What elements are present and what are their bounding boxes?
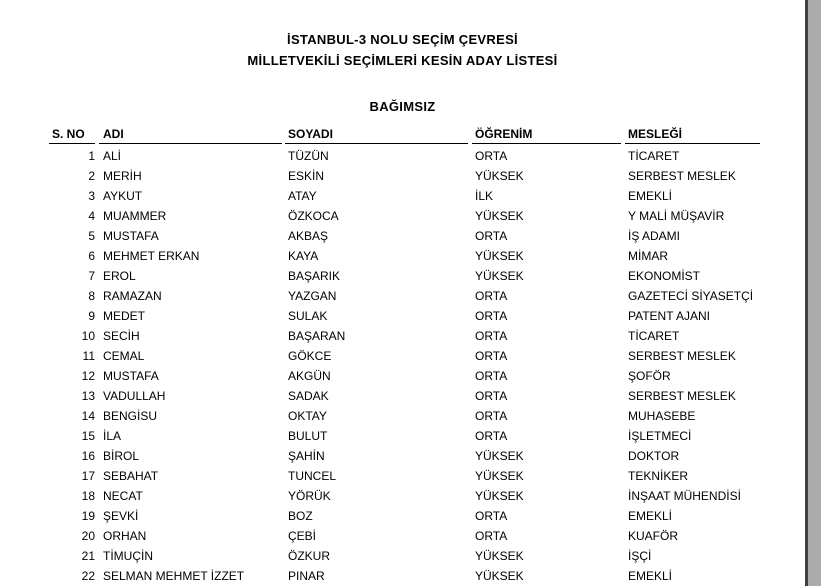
header-underline [285, 143, 468, 144]
education-cell: YÜKSEK [475, 269, 524, 283]
occupation-cell: İNŞAAT MÜHENDİSİ [628, 489, 741, 503]
occupation-cell: DOKTOR [628, 449, 680, 463]
education-cell: ORTA [475, 349, 508, 363]
column-header-soyadi: SOYADI [288, 127, 333, 141]
last-name-cell: OKTAY [288, 409, 327, 423]
education-cell: YÜKSEK [475, 569, 524, 583]
first-name-cell: İLA [103, 429, 122, 443]
first-name-cell: VADULLAH [103, 389, 166, 403]
first-name-cell: MEDET [103, 309, 145, 323]
first-name-cell: BİROL [103, 449, 140, 463]
header-underline [49, 143, 95, 144]
occupation-cell: TEKNİKER [628, 469, 689, 483]
table-row [0, 288, 805, 308]
row-number-cell: 7 [88, 269, 95, 283]
occupation-cell: İŞ ADAMI [628, 229, 681, 243]
row-number-cell: 5 [88, 229, 95, 243]
education-cell: ORTA [475, 289, 508, 303]
education-cell: ORTA [475, 529, 508, 543]
first-name-cell: ORHAN [103, 529, 147, 543]
table-row [0, 208, 805, 228]
table-row [0, 328, 805, 348]
last-name-cell: BULUT [288, 429, 328, 443]
row-number-cell: 10 [81, 329, 95, 343]
first-name-cell: MUAMMER [103, 209, 167, 223]
last-name-cell: AKBAŞ [288, 229, 329, 243]
table-row [0, 428, 805, 448]
first-name-cell: TİMUÇİN [103, 549, 153, 563]
table-row [0, 168, 805, 188]
occupation-cell: EMEKLİ [628, 569, 673, 583]
row-number-cell: 19 [81, 509, 95, 523]
last-name-cell: BAŞARIK [288, 269, 341, 283]
row-number-cell: 22 [81, 569, 95, 583]
last-name-cell: ŞAHİN [288, 449, 325, 463]
education-cell: YÜKSEK [475, 549, 524, 563]
row-number-cell: 12 [81, 369, 95, 383]
education-cell: ORTA [475, 329, 508, 343]
education-cell: ORTA [475, 149, 508, 163]
occupation-cell: SERBEST MESLEK [628, 389, 736, 403]
occupation-cell: ŞOFÖR [628, 369, 671, 383]
row-number-cell: 2 [88, 169, 95, 183]
table-row [0, 368, 805, 388]
education-cell: YÜKSEK [475, 249, 524, 263]
education-cell: ORTA [475, 409, 508, 423]
education-cell: ORTA [475, 389, 508, 403]
row-number-cell: 15 [81, 429, 95, 443]
header-underline [625, 143, 760, 144]
occupation-cell: EMEKLİ [628, 509, 673, 523]
occupation-cell: GAZETECİ SİYASETÇİ [628, 289, 754, 303]
occupation-cell: MUHASEBE [628, 409, 696, 423]
education-cell: YÜKSEK [475, 209, 524, 223]
last-name-cell: ÇEBİ [288, 529, 317, 543]
occupation-cell: KUAFÖR [628, 529, 679, 543]
row-number-cell: 9 [88, 309, 95, 323]
first-name-cell: AYKUT [103, 189, 143, 203]
table-row [0, 408, 805, 428]
row-number-cell: 14 [81, 409, 95, 423]
occupation-cell: PATENT AJANI [628, 309, 711, 323]
first-name-cell: MUSTAFA [103, 229, 159, 243]
table-row [0, 528, 805, 548]
row-number-cell: 16 [81, 449, 95, 463]
occupation-cell: İŞLETMECİ [628, 429, 692, 443]
last-name-cell: ÖZKUR [288, 549, 330, 563]
occupation-cell: TİCARET [628, 329, 680, 343]
first-name-cell: SELMAN MEHMET İZZET [103, 569, 245, 583]
occupation-cell: TİCARET [628, 149, 680, 163]
table-row [0, 308, 805, 328]
occupation-cell: İŞÇİ [628, 549, 652, 563]
last-name-cell: TÜZÜN [288, 149, 329, 163]
table-row [0, 188, 805, 208]
row-number-cell: 11 [82, 349, 95, 363]
table-row [0, 568, 805, 588]
column-header-adi: ADI [103, 127, 124, 141]
last-name-cell: ÖZKOCA [288, 209, 339, 223]
table-row [0, 488, 805, 508]
column-header-sno: S. NO [52, 127, 85, 141]
last-name-cell: BOZ [288, 509, 313, 523]
last-name-cell: ESKİN [288, 169, 325, 183]
table-row [0, 508, 805, 528]
last-name-cell: AKGÜN [288, 369, 331, 383]
education-cell: ORTA [475, 369, 508, 383]
row-number-cell: 8 [88, 289, 95, 303]
row-number-cell: 13 [81, 389, 95, 403]
last-name-cell: SULAK [288, 309, 328, 323]
first-name-cell: NECAT [103, 489, 143, 503]
header-underline [99, 143, 282, 144]
education-cell: YÜKSEK [475, 469, 524, 483]
last-name-cell: KAYA [288, 249, 319, 263]
occupation-cell: SERBEST MESLEK [628, 349, 736, 363]
last-name-cell: GÖKCE [288, 349, 332, 363]
occupation-cell: Y MALİ MÜŞAVİR [628, 209, 725, 223]
education-cell: YÜKSEK [475, 489, 524, 503]
row-number-cell: 20 [81, 529, 95, 543]
occupation-cell: SERBEST MESLEK [628, 169, 736, 183]
education-cell: İLK [475, 189, 494, 203]
row-number-cell: 21 [81, 549, 95, 563]
section-heading: BAĞIMSIZ [369, 99, 436, 114]
table-row [0, 448, 805, 468]
education-cell: ORTA [475, 229, 508, 243]
row-number-cell: 3 [88, 189, 95, 203]
table-row [0, 248, 805, 268]
column-header-ogrenim: ÖĞRENİM [475, 127, 533, 141]
first-name-cell: MEHMET ERKAN [103, 249, 200, 263]
table-row [0, 548, 805, 568]
first-name-cell: ŞEVKİ [103, 509, 139, 523]
last-name-cell: YAZGAN [288, 289, 337, 303]
first-name-cell: CEMAL [103, 349, 145, 363]
occupation-cell: EKONOMİST [628, 269, 701, 283]
row-number-cell: 18 [81, 489, 95, 503]
table-row [0, 148, 805, 168]
last-name-cell: TUNCEL [288, 469, 337, 483]
row-number-cell: 6 [88, 249, 95, 263]
first-name-cell: SEBAHAT [103, 469, 159, 483]
table-row [0, 348, 805, 368]
first-name-cell: EROL [103, 269, 136, 283]
education-cell: YÜKSEK [475, 169, 524, 183]
education-cell: ORTA [475, 429, 508, 443]
header-underline [472, 143, 621, 144]
document-title: İSTANBUL-3 NOLU SEÇİM ÇEVRESİ [287, 32, 518, 47]
education-cell: ORTA [475, 509, 508, 523]
first-name-cell: BENGİSU [103, 409, 158, 423]
table-row [0, 268, 805, 288]
first-name-cell: ALİ [103, 149, 122, 163]
education-cell: ORTA [475, 309, 508, 323]
last-name-cell: PINAR [288, 569, 325, 583]
table-row [0, 388, 805, 408]
column-header-meslegi: MESLEĞİ [628, 127, 683, 141]
viewer-frame-edge [805, 0, 821, 586]
first-name-cell: MERİH [103, 169, 142, 183]
last-name-cell: BAŞARAN [288, 329, 346, 343]
row-number-cell: 17 [81, 469, 95, 483]
first-name-cell: SECİH [103, 329, 140, 343]
last-name-cell: SADAK [288, 389, 329, 403]
last-name-cell: ATAY [288, 189, 317, 203]
education-cell: YÜKSEK [475, 449, 524, 463]
last-name-cell: YÖRÜK [288, 489, 331, 503]
occupation-cell: MİMAR [628, 249, 668, 263]
row-number-cell: 4 [88, 209, 95, 223]
first-name-cell: RAMAZAN [103, 289, 162, 303]
occupation-cell: EMEKLİ [628, 189, 673, 203]
first-name-cell: MUSTAFA [103, 369, 159, 383]
table-row [0, 228, 805, 248]
table-row [0, 468, 805, 488]
row-number-cell: 1 [88, 149, 95, 163]
document-subtitle: MİLLETVEKİLİ SEÇİMLERİ KESİN ADAY LİSTESİ [247, 53, 558, 68]
